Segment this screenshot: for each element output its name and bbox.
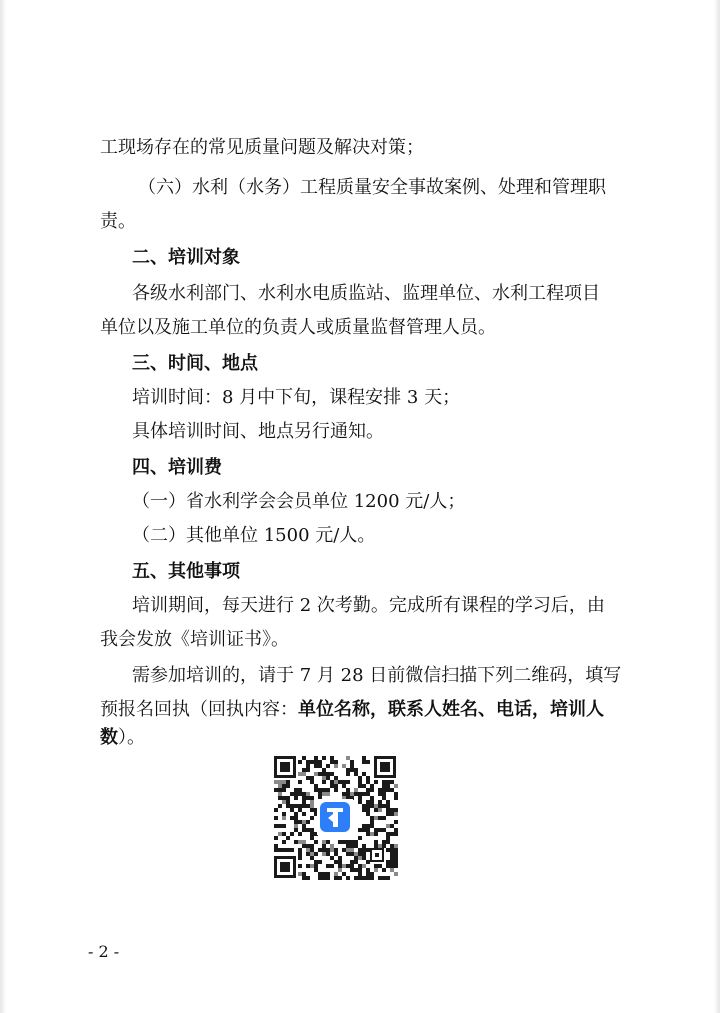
body-line: 责。: [100, 211, 136, 232]
qr-code-graphic[interactable]: [270, 752, 400, 882]
body-line: [100, 726, 145, 750]
body-line: （六）水利（水务）工程质量安全事故案例、处理和管理职: [138, 177, 606, 198]
body-line: 我会发放《培训证书》。: [100, 629, 289, 650]
qr-finder-bottom-left: [274, 856, 296, 878]
qr-alignment-pattern: [370, 848, 384, 862]
section-heading: 三、时间、地点: [132, 353, 258, 374]
qr-code-icon[interactable]: [270, 752, 400, 882]
body-line: 培训时间：8 月中下旬，课程安排 3 天；: [132, 387, 461, 408]
page-edge-right: [714, 0, 720, 1013]
bold-text: 数: [100, 727, 118, 748]
body-line: 培训期间，每天进行 2 次考勤。完成所有课程的学习后，由: [132, 595, 605, 616]
body-line: 单位以及施工单位的负责人或质量监督管理人员。: [100, 317, 496, 338]
body-text: 预报名回执（回执内容：: [100, 699, 298, 720]
body-line: 具体培训时间、地点另行通知。: [132, 421, 384, 442]
body-line: [100, 698, 604, 722]
qr-finder-top-right: [374, 756, 396, 778]
body-line: 工现场存在的常见质量问题及解决对策；: [100, 137, 424, 158]
body-line: 需参加培训的，请于 7 月 28 日前微信扫描下列二维码，填写: [132, 665, 622, 686]
app-logo-icon: [317, 799, 353, 835]
section-heading: 二、培训对象: [132, 247, 240, 268]
page-edge-left: [0, 0, 6, 1013]
section-heading: 五、其他事项: [132, 561, 240, 582]
qr-finder-top-left: [274, 756, 296, 778]
body-line: 各级水利部门、水利水电质监站、监理单位、水利工程项目: [132, 283, 600, 304]
section-heading: 四、培训费: [132, 457, 222, 478]
body-line: （一）省水利学会会员单位 1200 元/人；: [132, 491, 466, 512]
bold-text: 单位名称，联系人姓名、电话，培训人: [298, 699, 604, 720]
body-line: （二）其他单位 1500 元/人。: [132, 525, 376, 546]
page-number: - 2 -: [88, 942, 120, 961]
body-text: ）。: [118, 727, 145, 748]
